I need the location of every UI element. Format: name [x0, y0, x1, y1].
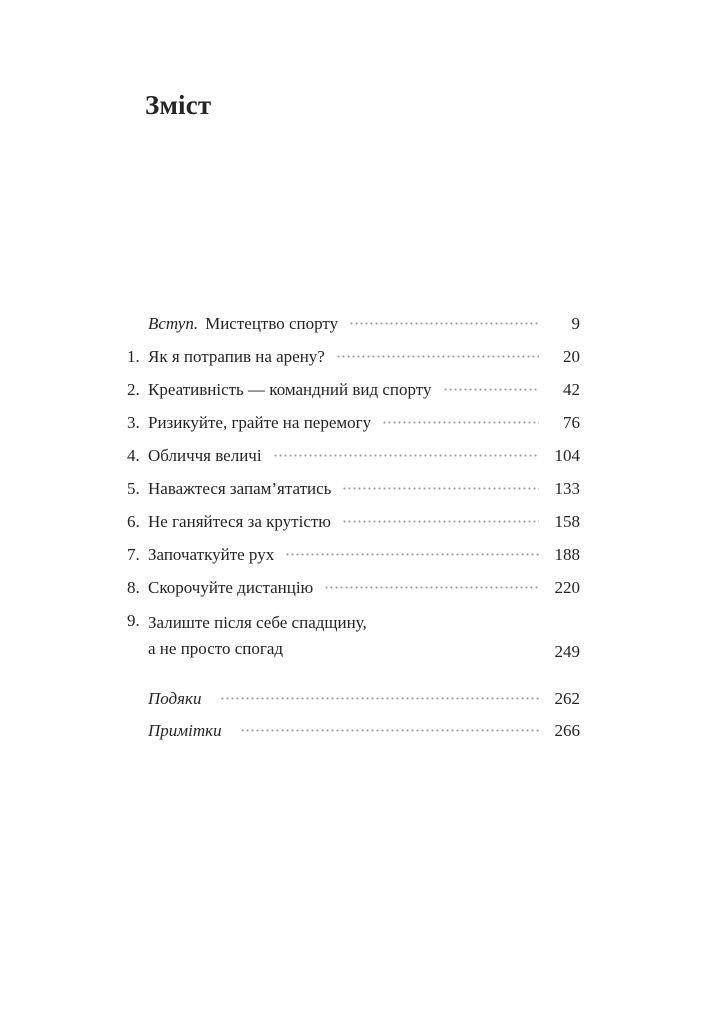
entry-number: 7.	[127, 545, 140, 564]
entry-page-number: 220	[554, 578, 580, 597]
dot-leader	[324, 586, 539, 589]
entry-page-number: 266	[554, 721, 580, 740]
entry-page-number: 188	[554, 545, 580, 564]
entry-title: Примітки	[148, 721, 222, 740]
toc-entry	[127, 412, 580, 433]
dot-leader	[273, 454, 539, 457]
toc-entry	[148, 313, 580, 334]
back-matter-entry	[148, 720, 580, 741]
entry-title: Скорочуйте дистанцію	[148, 578, 314, 597]
dot-leader	[382, 421, 539, 424]
entry-title: Залиште після себе спадщину, а не просто спогад	[148, 613, 367, 658]
toc-entry	[127, 544, 580, 565]
entry-number: 4.	[127, 446, 140, 465]
dot-leader	[240, 729, 539, 732]
entry-label: Вступ.	[148, 314, 199, 333]
entry-title: Започаткуйте рух	[148, 545, 275, 564]
entry-title: Не ганяйтеся за крутістю	[148, 512, 331, 531]
dot-leader	[443, 388, 540, 391]
dot-leader	[336, 355, 539, 358]
entry-title: Подяки	[148, 689, 202, 708]
dot-leader	[342, 520, 539, 523]
entry-page-number: 158	[554, 512, 580, 531]
dot-leader	[342, 487, 539, 490]
entry-number: 1.	[127, 347, 140, 366]
back-matter-list	[0, 688, 701, 741]
entry-page-number: 262	[554, 689, 580, 708]
entry-number: 8.	[127, 578, 140, 597]
toc-list	[0, 313, 701, 662]
entry-title: Наважтеся запам’ятатись	[148, 479, 332, 498]
dot-leader	[285, 553, 539, 556]
entry-number: 5.	[127, 479, 140, 498]
toc-entry	[127, 379, 580, 400]
entry-title: Обличчя величі	[148, 446, 262, 465]
table-of-contents	[0, 313, 701, 752]
entry-page-number: 104	[554, 446, 580, 465]
toc-entry	[127, 478, 580, 499]
entry-page-number: 133	[554, 479, 580, 498]
toc-entry	[127, 577, 580, 598]
toc-entry	[127, 445, 580, 466]
toc-entry	[127, 511, 580, 532]
entry-title: Мистецтво спорту	[205, 314, 339, 333]
entry-title: Як я потрапив на арену?	[148, 347, 325, 366]
entry-number: 9.	[127, 611, 140, 630]
entry-title: Ризикуйте, грайте на перемогу	[148, 413, 372, 432]
entry-number: 3.	[127, 413, 140, 432]
dot-leader	[220, 697, 539, 700]
entry-page-number: 9	[571, 314, 580, 333]
back-matter-entry	[148, 688, 580, 709]
entry-page-number: 42	[563, 380, 580, 399]
toc-entry	[127, 346, 580, 367]
entry-page-number: 76	[563, 413, 580, 432]
entry-number: 2.	[127, 380, 140, 399]
dot-leader	[378, 650, 539, 653]
entry-page-number: 249	[554, 642, 580, 661]
entry-number: 6.	[127, 512, 140, 531]
toc-entry	[127, 610, 580, 662]
dot-leader	[349, 322, 539, 325]
page-title: Зміст	[145, 90, 212, 120]
entry-page-number: 20	[563, 347, 580, 366]
entry-title: Креативність — командний вид спорту	[148, 380, 432, 399]
